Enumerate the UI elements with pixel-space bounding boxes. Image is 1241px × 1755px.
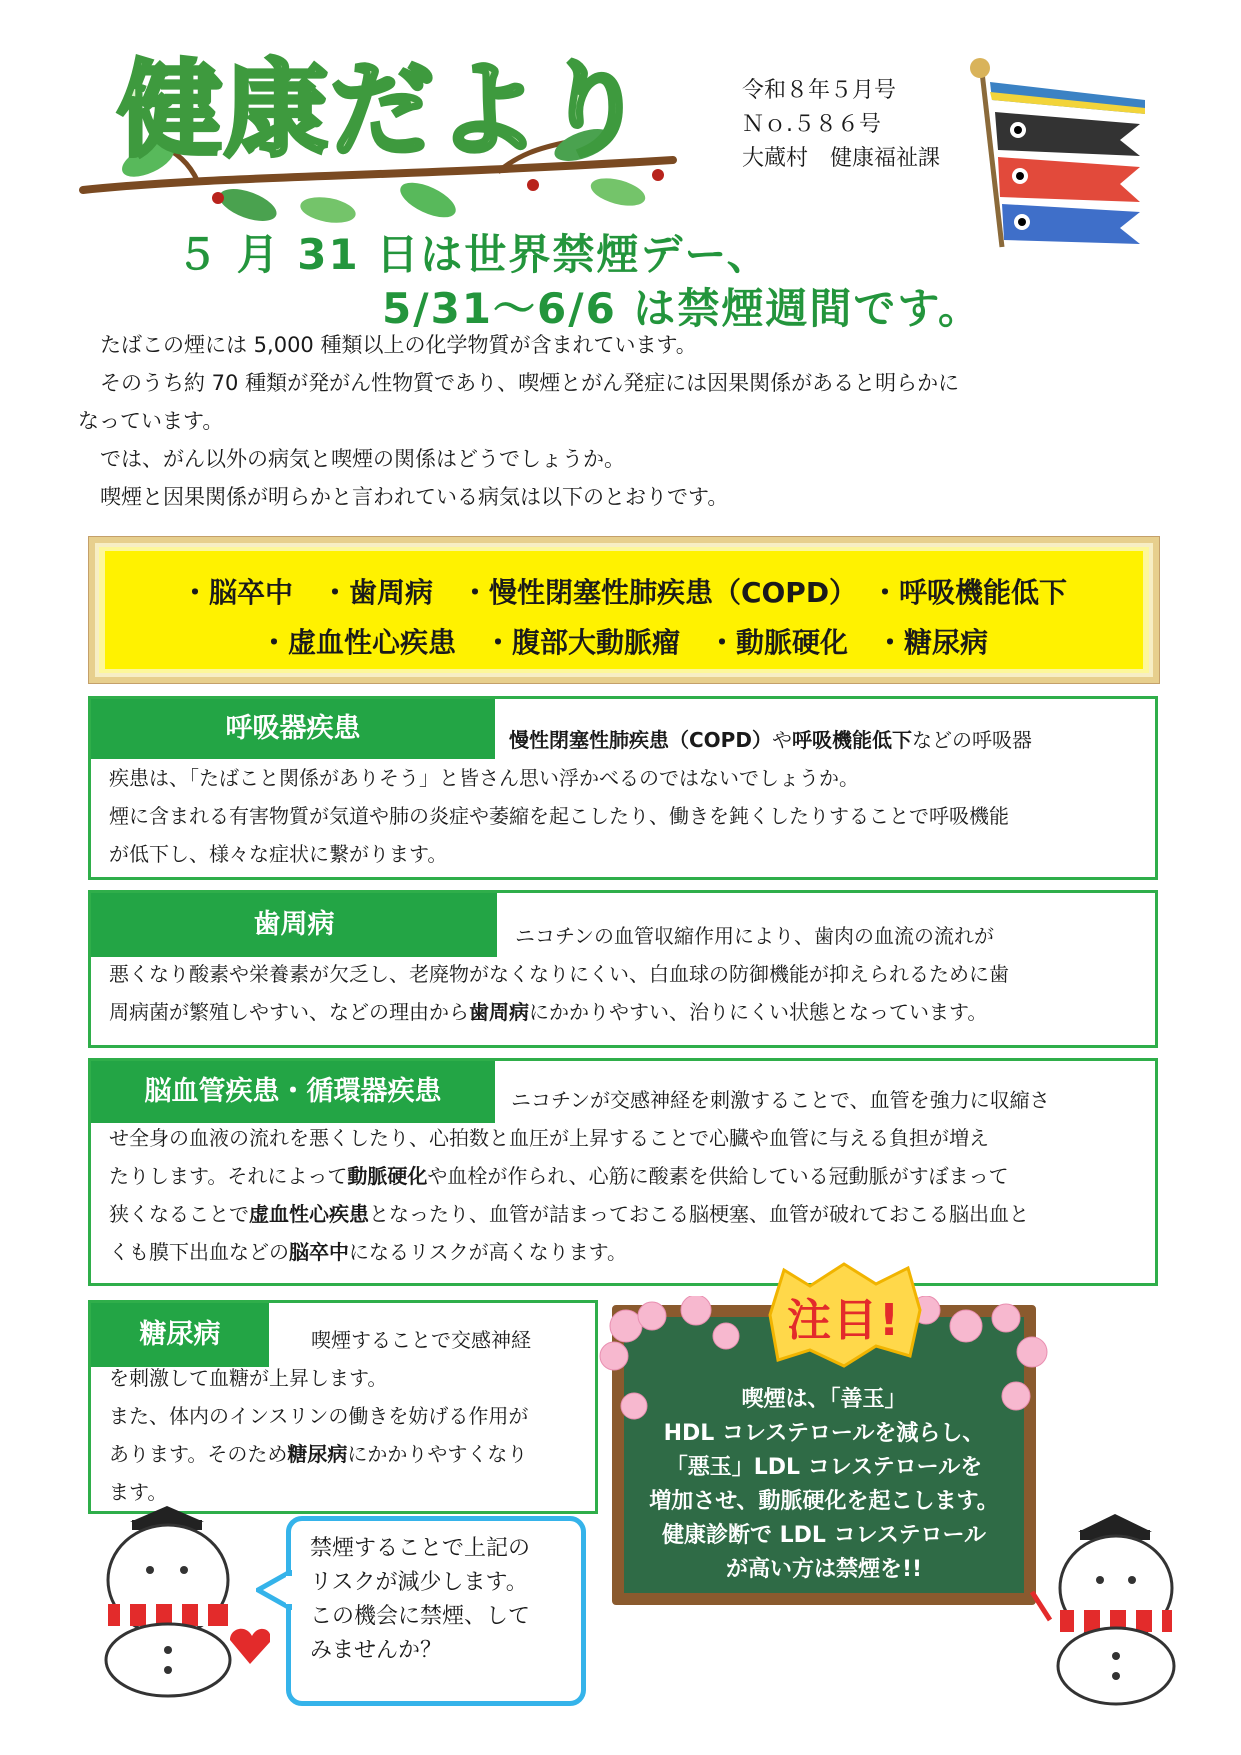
snowman-mascot-right	[1030, 1500, 1210, 1710]
speech-bubble-tail	[256, 1570, 292, 1610]
bold-term: 動脈硬化	[347, 1164, 428, 1188]
text: などの呼吸器	[911, 728, 1032, 752]
section-periodontal	[88, 890, 1158, 1048]
chalkboard-line: 健康診断で LDL コレステロール	[661, 1523, 987, 1548]
section-title: 脳血管疾患・循環器疾患	[91, 1061, 495, 1123]
bubble-line: この機会に禁煙、して	[310, 1604, 531, 1629]
text: あります。そのため	[109, 1442, 288, 1466]
text: や血栓が作られ、心筋に酸素を供給している冠動脈がすぼまって	[427, 1164, 1009, 1188]
chalkboard-text	[612, 1383, 1036, 1587]
bold-term: 虚血性心疾患	[249, 1202, 369, 1226]
section-text-line: 疾患は、「たばこと関係がありそう」と皆さん思い浮かべるのではないでしょうか。	[109, 766, 859, 790]
newsletter-title: 健康だより	[118, 48, 649, 171]
text: にかかりやすくなり	[347, 1442, 528, 1466]
section-text-line: ニコチンが交感神経を刺激することで、血管を強力に収縮さ	[511, 1088, 1050, 1112]
bubble-line: 禁煙することで上記の	[310, 1536, 531, 1561]
disease-list-line-2: ・虚血性心疾患 ・腹部大動脈瘤 ・動脈硬化 ・糖尿病	[259, 626, 988, 659]
koinobori-illustration	[960, 52, 1150, 252]
bold-term: 糖尿病	[287, 1442, 348, 1466]
section-respiratory	[88, 696, 1158, 880]
section-text-line	[109, 1435, 527, 1473]
text: 狭くなることで	[109, 1202, 249, 1226]
snowman-mascot-left	[80, 1500, 270, 1700]
publisher: 大蔵村 健康福祉課	[742, 146, 941, 171]
text: になるリスクが高くなります。	[349, 1240, 627, 1264]
intro-line: 喫煙と因果関係が明らかと言われている病気は以下のとおりです。	[100, 485, 729, 509]
chalkboard-line: が高い方は禁煙を!!	[725, 1557, 923, 1582]
bold-term: 呼吸機能低下	[791, 728, 912, 752]
text: たりします。それによって	[109, 1164, 348, 1188]
chalkboard-line: HDL コレステロールを減らし、	[663, 1421, 985, 1446]
section-text-line	[109, 1195, 1029, 1233]
intro-line: では、がん以外の病気と喫煙の関係はどうでしょうか。	[100, 447, 625, 471]
intro-line: そのうち約 70 種類が発がん性物質であり、喫煙とがん発症には因果関係があると明らかに	[100, 371, 960, 395]
section-text-line: 悪くなり酸素や栄養素が欠乏し、老廃物がなくなりにくい、白血球の防御機能が抑えられるために歯	[109, 962, 1009, 986]
intro-line: たばこの煙には 5,000 種類以上の化学物質が含まれています。	[100, 333, 697, 357]
intro-line: なっています。	[78, 409, 224, 433]
section-text-line	[109, 1157, 1009, 1195]
bubble-line: リスクが減少します。	[310, 1570, 528, 1595]
attention-badge-text: 注目!	[786, 1295, 902, 1346]
disease-list-inner	[105, 551, 1143, 669]
section-diabetes	[88, 1300, 598, 1514]
section-title: 歯周病	[91, 893, 497, 957]
bold-term: 歯周病	[469, 1000, 529, 1024]
bubble-line: みませんか？	[310, 1638, 443, 1663]
section-text-line: せ全身の血液の流れを悪くしたり、心拍数と血圧が上昇することで心臓や血管に与える負担が増え	[109, 1126, 989, 1150]
section-text-line: 喫煙することで交感神経	[311, 1328, 531, 1352]
issue-number: Ｎｏ.５８６号	[742, 112, 881, 137]
intro-paragraph	[78, 326, 1138, 516]
issue-date: 令和８年５月号	[742, 78, 897, 103]
section-text-line: が低下し、様々な症状に繋がります。	[109, 842, 448, 866]
speech-bubble-text	[310, 1532, 530, 1668]
section-text-line	[109, 993, 987, 1031]
bold-term: 慢性閉塞性肺疾患（COPD）	[509, 728, 772, 752]
chalkboard-line: 増加させ、動脈硬化を起こします。	[649, 1489, 999, 1514]
section-text-line	[109, 1233, 627, 1271]
text: となったり、血管が詰まっておこる脳梗塞、血管が破れておこる脳出血と	[369, 1202, 1029, 1226]
headline-line-2: 5/31～6/6 は禁煙週間です。	[382, 284, 983, 333]
text: くも膜下出血などの	[109, 1240, 289, 1264]
text: にかかりやすい、治りにくい状態となっています。	[529, 1000, 988, 1024]
section-text-line: 煙に含まれる有害物質が気道や肺の炎症や萎縮を起こしたり、働きを鈍くしたりすることで呼吸機能	[109, 804, 1009, 828]
section-cardio	[88, 1058, 1158, 1286]
chalkboard-line: 喫煙は、「善玉」	[741, 1387, 907, 1412]
section-text-line: また、体内のインスリンの働きを妨げる作用が	[109, 1404, 529, 1428]
chalkboard-line: 「悪玉」LDL コレステロールを	[665, 1455, 983, 1480]
disease-list-line-1: ・脳卒中 ・歯周病 ・慢性閉塞性肺疾患（COPD） ・呼吸機能低下	[180, 576, 1068, 609]
section-text-line: ニコチンの血管収縮作用により、歯肉の血流の流れが	[515, 924, 994, 948]
section-text-line	[509, 721, 1032, 759]
section-title: 糖尿病	[91, 1303, 269, 1367]
text: 周病菌が繁殖しやすい、などの理由から	[109, 1000, 469, 1024]
section-text-line: を刺激して血糖が上昇します。	[109, 1366, 388, 1390]
text: や	[771, 728, 792, 752]
headline-line-1: ５ 月 31 日は世界禁煙デー、	[176, 230, 771, 279]
section-text-line: ます。	[109, 1480, 168, 1504]
section-title: 呼吸器疾患	[91, 699, 495, 759]
bold-term: 脳卒中	[289, 1240, 349, 1264]
disease-list-panel	[88, 536, 1160, 684]
